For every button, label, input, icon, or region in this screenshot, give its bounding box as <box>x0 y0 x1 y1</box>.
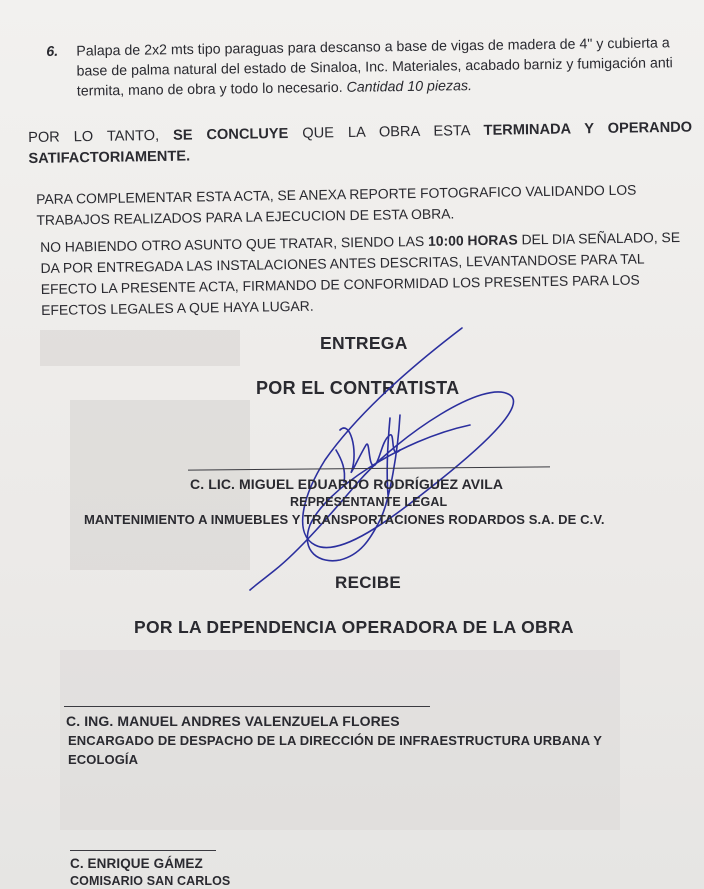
entrega-name: C. LIC. MIGUEL EDUARDO RODRÍGUEZ AVILA <box>190 476 504 492</box>
recibe-by: POR LA DEPENDENCIA OPERADORA DE LA OBRA <box>134 617 574 637</box>
complement-paragraph: PARA COMPLEMENTAR ESTA ACTA, SE ANEXA REPORTE FOTOGRAFICO VALIDANDO LOS TRABAJOS REALIZADOS PARA LA EJECUCION DE ESTA OBRA. <box>36 181 637 228</box>
comisario-signature-line <box>70 850 216 851</box>
entrega-label: ENTREGA <box>320 333 408 353</box>
item-number: 6. <box>46 43 59 60</box>
comisario-name: C. ENRIQUE GÁMEZ <box>70 856 203 871</box>
closing-paragraph: NO HABIENDO OTRO ASUNTO QUE TRATAR, SIENDO LAS 10:00 HORAS DEL DIA SEÑALADO, SE DA POR ENTREGADA LAS INSTALACIONES ANTES DESCRITAS, LEVANTANDOSE PARA TAL EFECTO LA PRESENTE ACTA, FIRMANDO DE CONFORMIDAD LOS PRESENTES PARA LOS EFECTOS LEGALES A QUE HAYA LUGAR. <box>40 228 681 318</box>
recibe-name: C. ING. MANUEL ANDRES VALENZUELA FLORES <box>66 713 400 729</box>
recibe-label: RECIBE <box>335 573 402 592</box>
bleed-through-shadow <box>40 330 240 366</box>
signature-drawing <box>240 320 540 610</box>
item-6 <box>46 21 686 100</box>
recibe-role-line2: ECOLOGÍA <box>68 752 139 767</box>
entrega-company: MANTENIMIENTO A INMUEBLES Y TRANSPORTACIONES RODARDOS S.A. DE C.V. <box>84 512 605 527</box>
item-text: Palapa de 2x2 mts tipo paraguas para descanso a base de vigas de madera de 4" y cubierta a base de palma natural del estado de Sinaloa, Inc. Materiales, acabado barniz y fumigación anti termita, mano de obra y todo lo necesario. Cantidad 10 piezas. <box>76 35 673 100</box>
recibe-role-line1: ENCARGADO DE DESPACHO DE LA DIRECCIÓN DE INFRAESTRUCTURA URBANA Y <box>68 733 602 748</box>
entrega-role: REPRESENTANTE LEGAL <box>290 495 448 509</box>
recibe-signature-line <box>64 706 430 707</box>
conclusion-paragraph: POR LO TANTO, SE CONCLUYE QUE LA OBRA ESTA TERMINADA Y OPERANDO SATIFACTORIAMENTE. <box>28 119 693 167</box>
item-quantity: Cantidad 10 piezas. <box>346 78 473 96</box>
comisario-role: COMISARIO SAN CARLOS <box>70 874 231 888</box>
entrega-by: POR EL CONTRATISTA <box>256 378 460 398</box>
